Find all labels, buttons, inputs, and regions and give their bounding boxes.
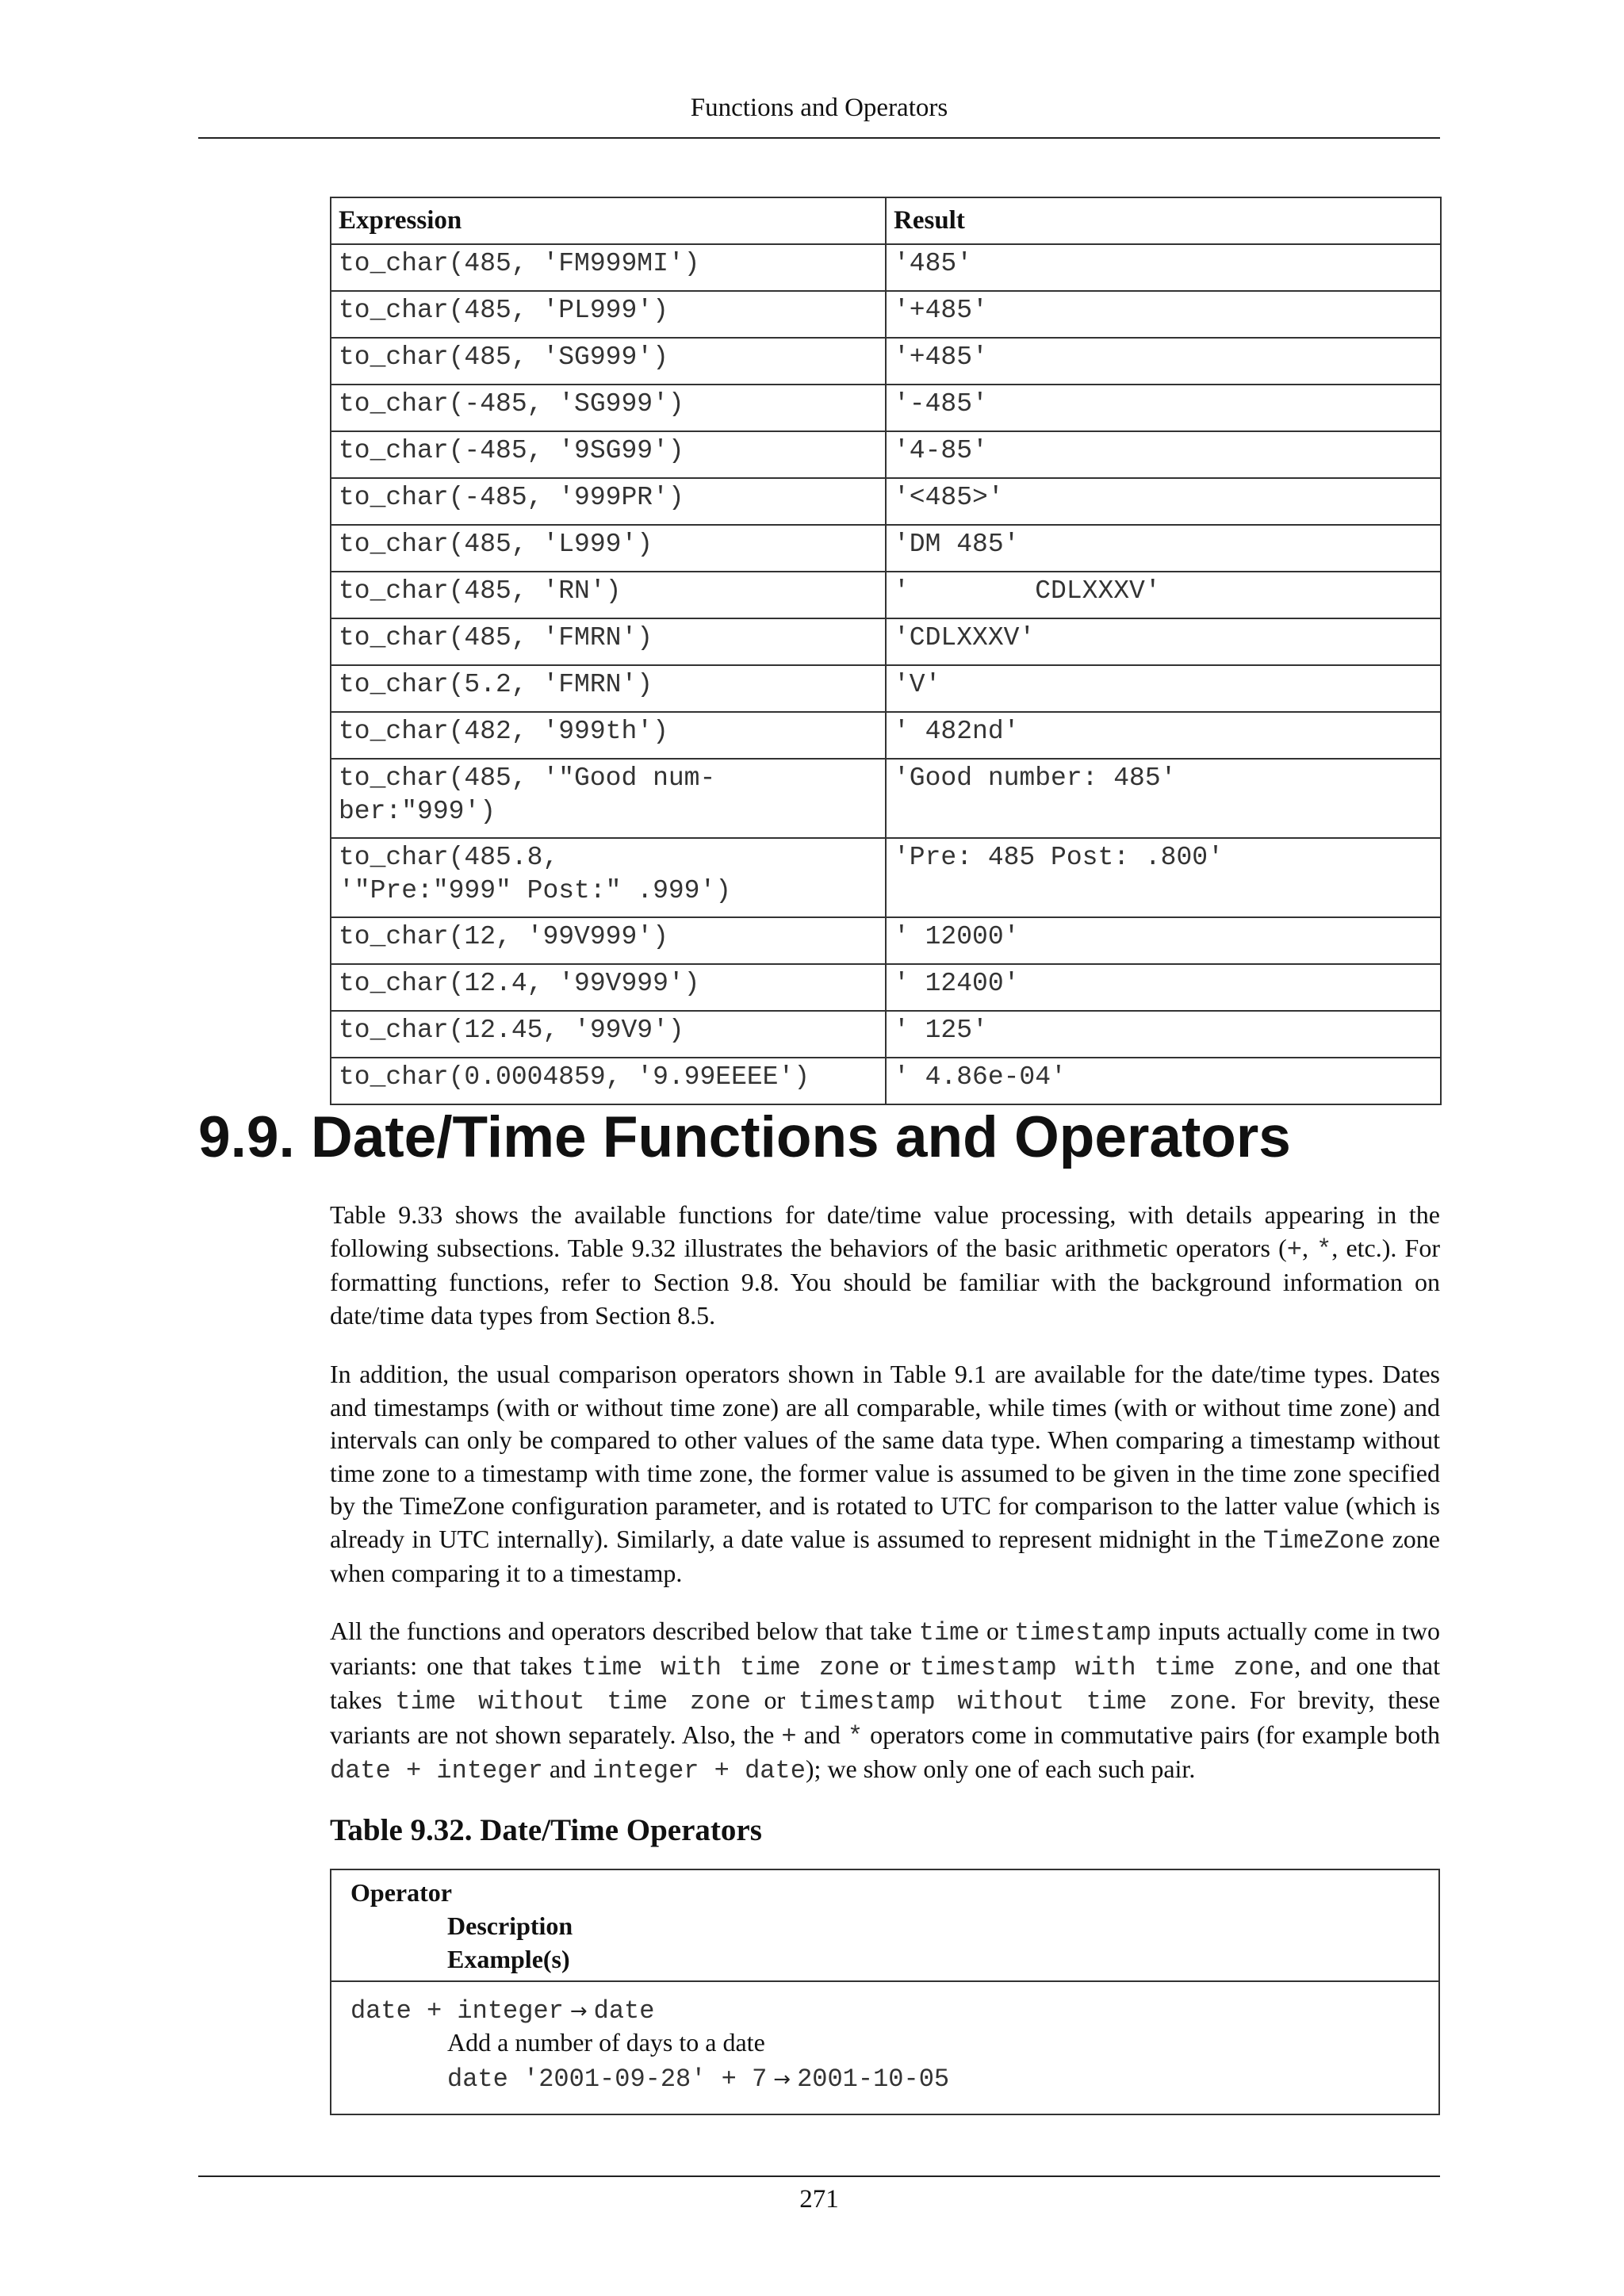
header-description: Description <box>447 1911 573 1940</box>
expression-cell: to_char(0.0004859, '9.99EEEE') <box>331 1058 886 1104</box>
result-cell: ' CDLXXXV' <box>886 572 1441 618</box>
expression-cell: to_char(485, '"Good num- ber:"999') <box>331 759 886 838</box>
code-plus: + <box>781 1721 797 1751</box>
table-row <box>331 291 1441 338</box>
result-cell: '4-85' <box>886 431 1441 478</box>
date-time-operators-table <box>330 1869 1440 2115</box>
text-run: All the functions and operators described below that take <box>330 1617 919 1645</box>
table-row <box>331 838 1441 917</box>
result-cell: 'DM 485' <box>886 525 1441 572</box>
result-cell: 'Good number: 485' <box>886 759 1441 838</box>
expression-cell: to_char(485, 'L999') <box>331 525 886 572</box>
table-row <box>331 572 1441 618</box>
table-row <box>331 1011 1441 1058</box>
result-cell: ' 4.86e-04' <box>886 1058 1441 1104</box>
signature-result-type: date <box>593 1996 655 2026</box>
text-run: and <box>542 1755 593 1783</box>
expression-cell: to_char(12, '99V999') <box>331 917 886 964</box>
section-title: 9.9. Date/Time Functions and Operators <box>198 1105 1291 1169</box>
expression-cell: to_char(482, '999th') <box>331 712 886 759</box>
right-arrow-icon: → <box>773 2068 791 2091</box>
expression-cell: to_char(-485, 'SG999') <box>331 385 886 431</box>
text-run: , <box>1301 1233 1317 1262</box>
text-run: operators come in commutative pairs (for example both <box>863 1720 1441 1749</box>
code-timezone: TimeZone <box>1262 1525 1385 1556</box>
text-run: In addition, the usual comparison operators shown in Table 9.1 are available for the date/time types. Dates and timestamps (with or without time zone) are all comparable, while times (with or without time zone) and intervals can only be compared to other values of the same data type. When comparing a timestamp without time zone to a timestamp with time zone, the former value is assumed to be given in the time zone specified by the TimeZone configuration parameter, and is rotated to UTC for comparison to the latter value (which is already in UTC internally). Similarly, a date value is assumed to represent midnight in the <box>330 1360 1440 1553</box>
table-row <box>331 338 1441 385</box>
code-timestamp-without-tz: timestamp without time zone <box>798 1687 1231 1716</box>
result-cell: 'V' <box>886 665 1441 712</box>
intro-paragraph <box>330 1199 1440 1332</box>
result-cell: '+485' <box>886 291 1441 338</box>
result-cell: 'CDLXXXV' <box>886 618 1441 665</box>
variants-paragraph <box>330 1615 1440 1788</box>
expression-cell: to_char(485, 'FM999MI') <box>331 244 886 291</box>
operator-description: Add a number of days to a date <box>447 2028 765 2057</box>
code-time-with-tz: time with time zone <box>581 1652 880 1682</box>
code-timestamp: timestamp <box>1014 1618 1151 1647</box>
result-cell: ' 482nd' <box>886 712 1441 759</box>
footer-rule <box>198 2175 1440 2177</box>
code-integer-plus-date: integer + date <box>592 1756 806 1785</box>
table-row <box>331 759 1441 838</box>
to-char-examples-table <box>330 197 1442 1105</box>
table-row <box>331 964 1441 1011</box>
text-run: , and one that takes <box>330 1651 1441 1714</box>
table-row <box>331 525 1441 572</box>
table-row <box>331 712 1441 759</box>
header-examples: Example(s) <box>447 1945 570 1973</box>
result-cell: '<485>' <box>886 478 1441 525</box>
result-cell: ' 12000' <box>886 917 1441 964</box>
expression-cell: to_char(-485, '9SG99') <box>331 431 886 478</box>
code-asterisk: * <box>1316 1234 1332 1265</box>
running-header: Functions and Operators <box>690 94 948 122</box>
column-header-expression: Expression <box>331 197 886 244</box>
page-number: 271 <box>799 2185 839 2214</box>
table-row <box>331 244 1441 291</box>
result-cell: ' 12400' <box>886 964 1441 1011</box>
table-row <box>331 665 1441 712</box>
example-result: 2001-10-05 <box>797 2064 950 2094</box>
table-row <box>331 385 1441 431</box>
operator-example <box>447 2063 949 2094</box>
expression-cell: to_char(12.45, '99V9') <box>331 1011 886 1058</box>
result-cell: '-485' <box>886 385 1441 431</box>
code-plus: + <box>1286 1234 1302 1265</box>
result-cell: 'Pre: 485 Post: .800' <box>886 838 1441 917</box>
code-time-without-tz: time without time zone <box>395 1687 751 1716</box>
signature-expression: date + integer <box>350 1996 564 2026</box>
expression-cell: to_char(485, 'PL999') <box>331 291 886 338</box>
table-row <box>331 478 1441 525</box>
expression-cell: to_char(485, 'FMRN') <box>331 618 886 665</box>
expression-cell: to_char(485, 'SG999') <box>331 338 886 385</box>
right-arrow-icon: → <box>569 1999 588 2023</box>
result-cell: '+485' <box>886 338 1441 385</box>
expression-cell: to_char(-485, '999PR') <box>331 478 886 525</box>
text-run: or <box>979 1617 1015 1645</box>
comparison-paragraph <box>330 1358 1440 1590</box>
operators-table-header <box>331 1870 1438 1982</box>
code-time: time <box>918 1618 980 1647</box>
result-cell: ' 125' <box>886 1011 1441 1058</box>
column-header-result: Result <box>886 197 1441 244</box>
text-run: or <box>879 1651 920 1680</box>
table-header-row <box>331 197 1441 244</box>
result-cell: '485' <box>886 244 1441 291</box>
code-date-plus-integer: date + integer <box>330 1756 543 1785</box>
table-caption: Table 9.32. Date/Time Operators <box>330 1813 762 1847</box>
table-row <box>331 917 1441 964</box>
header-rule <box>198 137 1440 139</box>
code-timestamp-with-tz: timestamp with time zone <box>919 1652 1295 1682</box>
operator-signature <box>350 1995 654 2026</box>
text-run: ); we show only one of each such pair. <box>805 1755 1196 1783</box>
table-body <box>331 244 1441 1104</box>
code-asterisk: * <box>847 1721 864 1751</box>
example-expression: date '2001-09-28' + 7 <box>447 2064 768 2094</box>
text-run: . For brevity, these variants are not shown separately. Also, the <box>330 1686 1440 1749</box>
text-run: or <box>750 1686 799 1714</box>
text-run: and <box>796 1720 848 1749</box>
table-row <box>331 1058 1441 1104</box>
header-operator: Operator <box>350 1878 452 1907</box>
table-row <box>331 431 1441 478</box>
text-run: inputs actually come in two variants: one that takes <box>330 1617 1441 1680</box>
expression-cell: to_char(12.4, '99V999') <box>331 964 886 1011</box>
text-run: zone when comparing it to a timestamp. <box>330 1524 1441 1587</box>
expression-cell: to_char(485, 'RN') <box>331 572 886 618</box>
expression-cell: to_char(5.2, 'FMRN') <box>331 665 886 712</box>
text-run: Table 9.33 shows the available functions for date/time value processing, with details appearing in the following subsections. Table 9.32 illustrates the behaviors of the basic arithmetic operators ( <box>330 1200 1440 1262</box>
expression-cell: to_char(485.8, '"Pre:"999" Post:" .999') <box>331 838 886 917</box>
table-row <box>331 618 1441 665</box>
text-run: , etc.). For formatting functions, refer to Section 9.8. You should be familiar with the background information on date/time data types from Section 8.5. <box>330 1233 1441 1330</box>
